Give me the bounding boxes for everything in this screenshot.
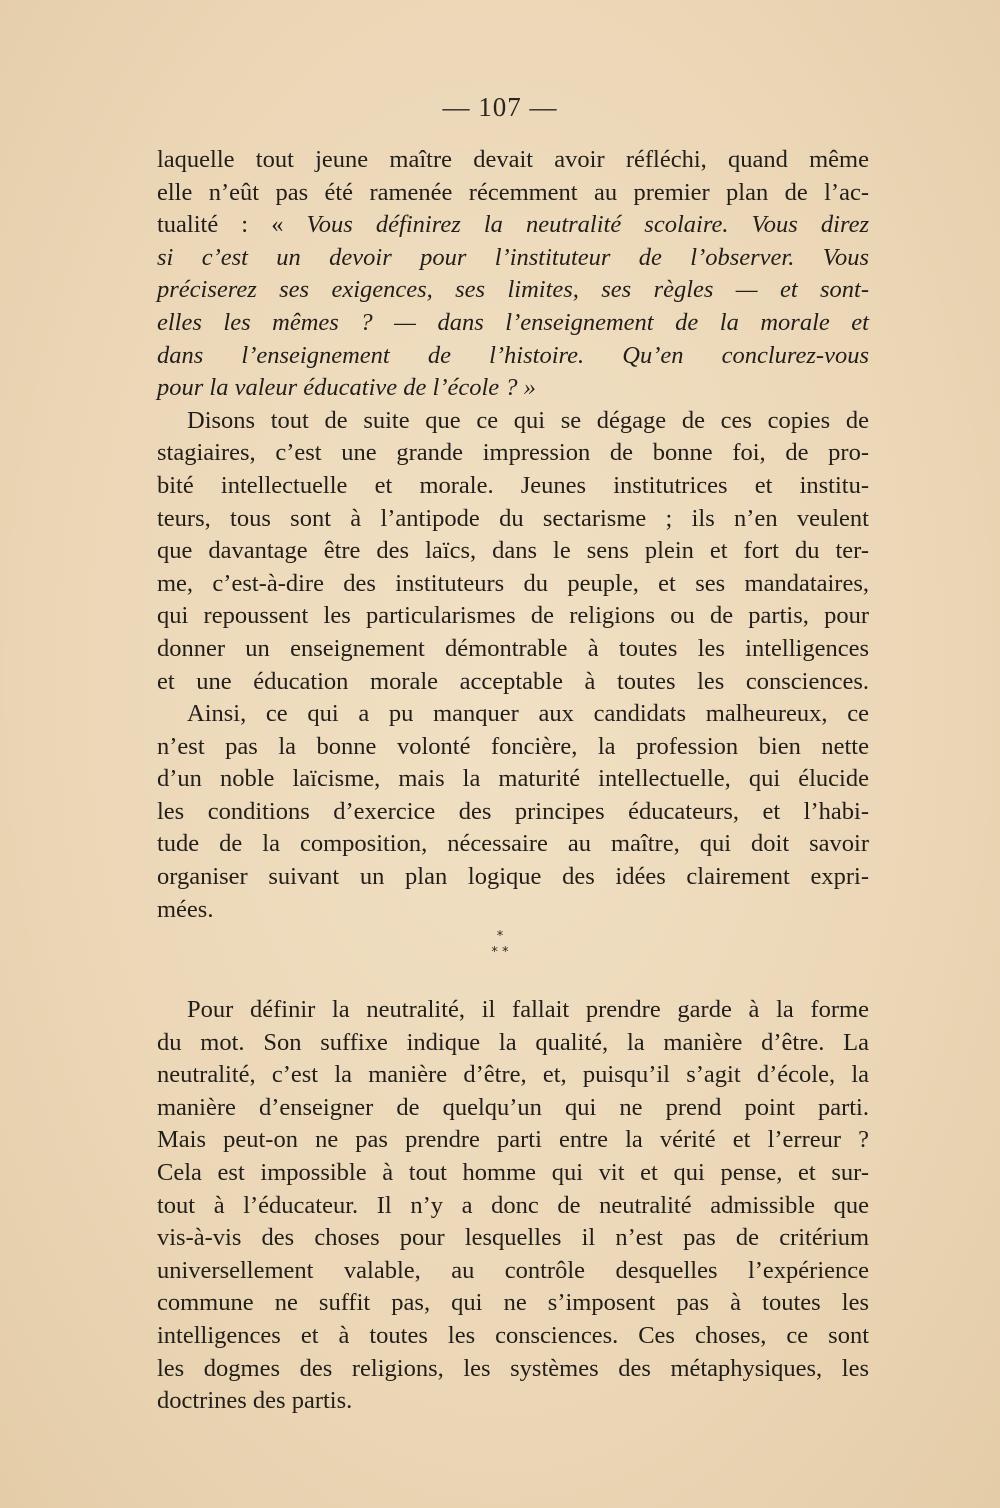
text-line — [157, 209, 869, 242]
text-line: mées. — [157, 895, 214, 923]
text-line: les conditions d’exercice des principes éducateurs, et l’habi- — [157, 797, 869, 825]
text-line: me, c’est-à-dire des instituteurs du peuple, et ses mandataires, — [157, 569, 869, 597]
text-line: Pour définir la neutralité, il fallait prendre garde à la forme — [187, 996, 869, 1023]
text-line: Cela est impossible à tout homme qui vit et qui pense, et sur- — [157, 1158, 869, 1186]
text-line: Disons tout de suite que ce qui se dégage de ces copies de — [187, 406, 869, 434]
text-line: pour la valeur éducative de l’école ? » — [157, 374, 536, 402]
text-line: tude de la composition, nécessaire au maître, qui doit savoir — [157, 830, 869, 858]
text-line: tout à l’éducateur. Il n’y a donc de neutralité admissible que — [157, 1191, 869, 1219]
text-line: neutralité, c’est la manière d’être, et, puisqu’il s’agit d’école, la — [157, 1061, 869, 1089]
text-line: dans l’enseignement de l’histoire. Qu’en conclurez-vous — [157, 341, 869, 369]
text-line-prefix: tualité : « — [157, 211, 307, 239]
text-line: intelligences et à toutes les consciences. Ces choses, ce sont — [157, 1321, 869, 1349]
text-line: et une éducation morale acceptable à toutes les consciences. — [157, 667, 869, 695]
text-line: préciserez ses exigences, ses limites, ses règles — et sont- — [157, 276, 869, 304]
text-line: elle n’eût pas été ramenée récemment au premier plan de l’ac- — [157, 178, 869, 206]
text-line: bité intellectuelle et morale. Jeunes institutrices et institu- — [157, 471, 869, 499]
text-line: les dogmes des religions, les systèmes des métaphysiques, les — [157, 1354, 869, 1382]
text-line: Ainsi, ce qui a pu manquer aux candidats malheureux, ce — [187, 700, 869, 728]
text-line: vis-à-vis des choses pour lesquelles il n’est pas de critérium — [157, 1224, 869, 1252]
text-line: doctrines des partis. — [157, 1387, 353, 1415]
separator-stars-bottom: * * — [491, 945, 509, 960]
text-line: si c’est un devoir pour l’instituteur de l’observer. Vous — [157, 243, 869, 271]
text-line: donner un enseignement démontrable à toutes les intelligences — [157, 634, 869, 662]
text-line: qui repoussent les particularismes de religions ou de partis, pour — [157, 602, 869, 630]
text-line: commune ne suffit pas, qui ne s’imposent pas à toutes les — [157, 1289, 869, 1317]
text-line: universellement valable, au contrôle desquelles l’expérience — [157, 1256, 869, 1284]
text-line: laquelle tout jeune maître devait avoir réfléchi, quand même — [157, 146, 869, 173]
text-line: du mot. Son suffixe indique la qualité, la manière d’être. La — [157, 1028, 869, 1056]
text-line: organiser suivant un plan logique des idées clairement expri- — [157, 863, 869, 891]
text-line: manière d’enseigner de quelqu’un qui ne prend point parti. — [157, 1093, 869, 1121]
separator-star-top: * — [496, 929, 504, 944]
text-line: stagiaires, c’est une grande impression de bonne foi, de pro- — [157, 439, 869, 467]
paragraph-4 — [157, 994, 869, 1418]
text-line: d’un noble laïcisme, mais la maturité intellectuelle, qui élucide — [157, 765, 869, 793]
text-line: n’est pas la bonne volonté foncière, la profession bien nette — [157, 732, 869, 760]
text-line-italic: Vous définirez la neutralité scolaire. Vous direz — [306, 211, 869, 239]
text-line: que davantage être des laïcs, dans le sens plein et fort du ter- — [157, 537, 869, 565]
text-line: Mais peut-on ne pas prendre parti entre la vérité et l’erreur ? — [157, 1126, 869, 1154]
paragraph-1 — [157, 144, 869, 926]
text-line: elles les mêmes ? — dans l’enseignement de la morale et — [157, 308, 869, 336]
page-number: — 107 — — [442, 92, 558, 122]
text-line: teurs, tous sont à l’antipode du sectarisme ; ils n’en veulent — [157, 504, 869, 532]
